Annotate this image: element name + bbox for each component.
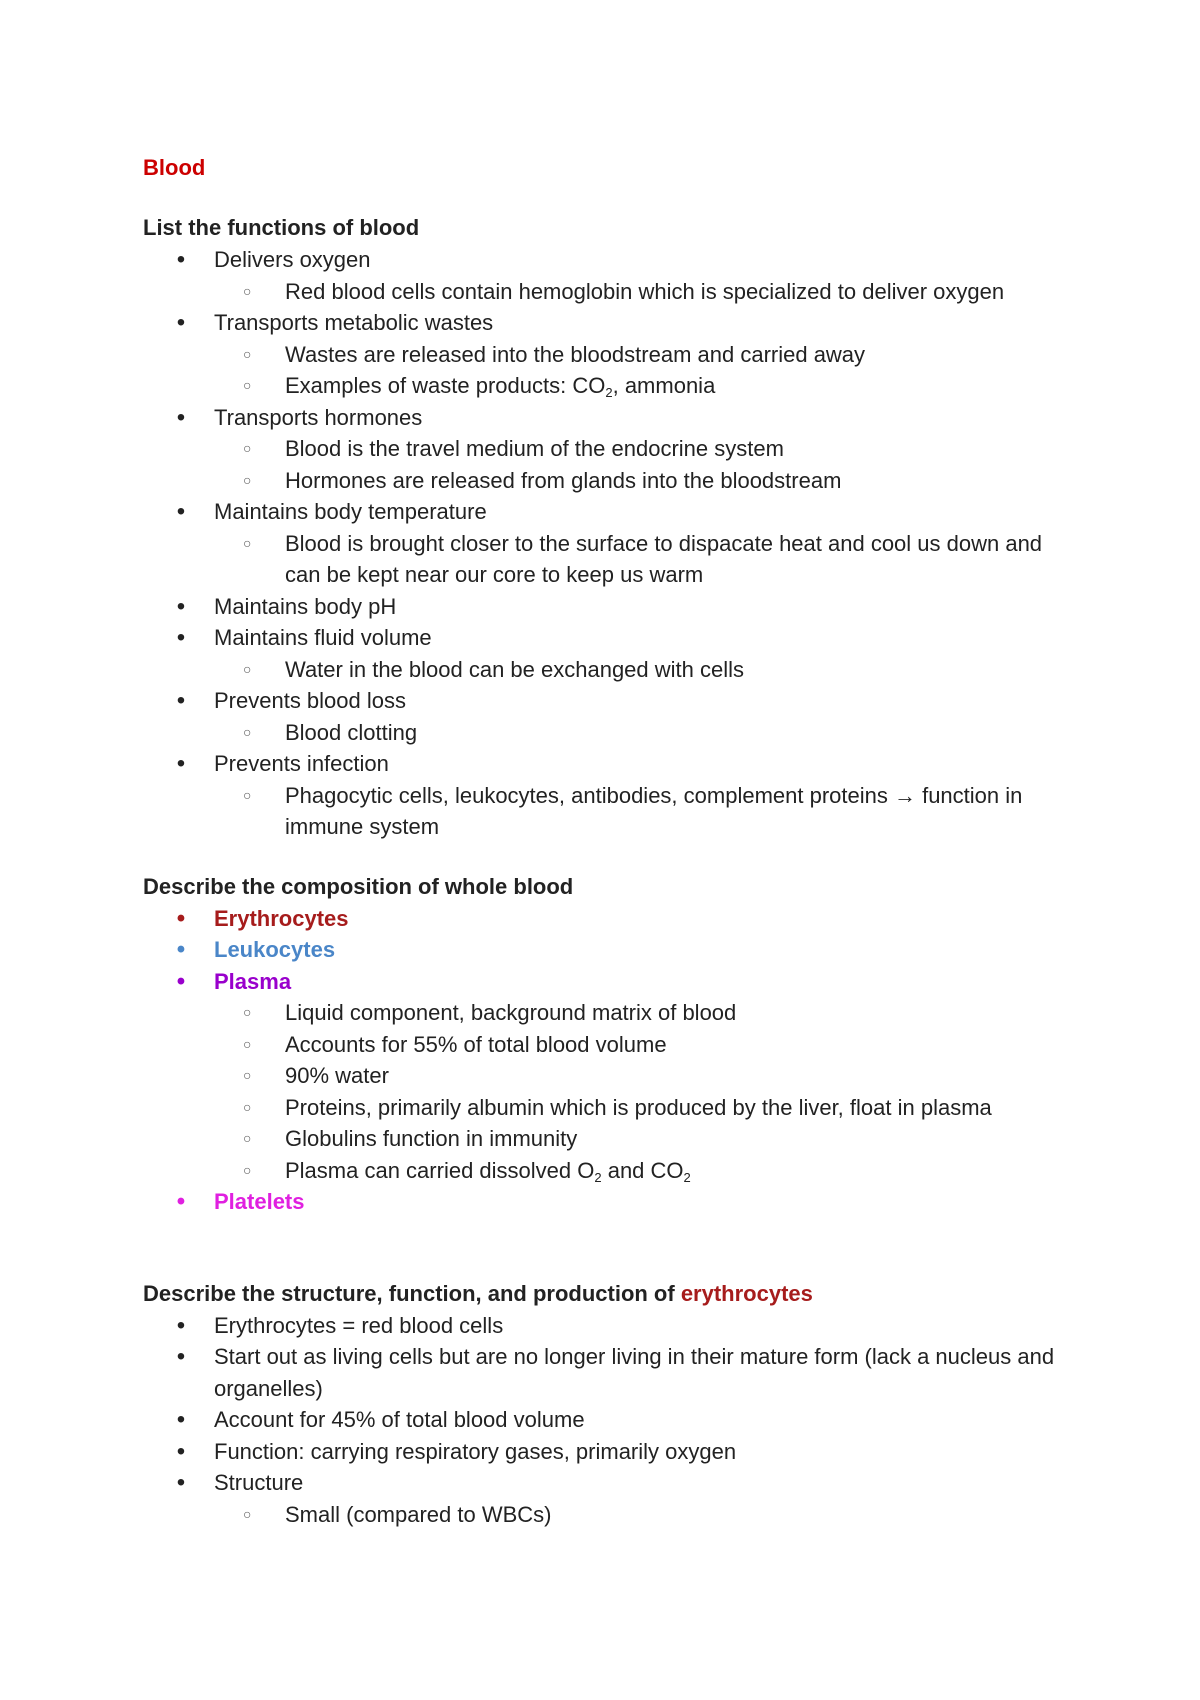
- bullet-icon: •: [176, 936, 186, 963]
- list-item: • Account for 45% of total blood volume: [143, 1404, 1063, 1436]
- sub-list-item: ○ Globulins function in immunity: [214, 1123, 1063, 1155]
- circle-bullet-icon: ○: [243, 1161, 252, 1178]
- circle-bullet-icon: ○: [243, 534, 252, 551]
- bullet-icon: •: [176, 750, 186, 777]
- bullet-icon: •: [176, 1343, 186, 1370]
- sub-list-item: ○ Proteins, primarily albumin which is produced by the liver, float in plasma: [214, 1092, 1063, 1124]
- bullet-icon: •: [176, 1469, 186, 1496]
- sub-list-item: ○ Wastes are released into the bloodstream and carried away: [214, 339, 1063, 371]
- sub-list-item: ○ Plasma can carried dissolved $O_2$ and $CO_2$: [214, 1155, 1063, 1187]
- sub-list-item: ○ Blood is brought closer to the surface to dispacate heat and cool us down and can be kept near our core to keep us warm: [214, 528, 1063, 591]
- composition-section: [143, 871, 1063, 1218]
- bullet-icon: •: [176, 1437, 186, 1465]
- bullet-icon: •: [176, 1311, 186, 1339]
- composition-heading: Describe the composition of whole blood: [143, 873, 574, 899]
- erythrocytes-list: [143, 1310, 1063, 1531]
- circle-bullet-icon: ○: [243, 660, 252, 677]
- list-item: • Plasma ○ Liquid component, background matrix of blood ○ Accounts for 55% of total blood volume ○ 90% water ○ Proteins, primarily albumin which is produced by the liver, float in plasma ○ Globulins function in immunity ○ Plasma can carried dissolved $O_2$ and $CO_2$: [143, 966, 1063, 1187]
- circle-bullet-icon: ○: [243, 1004, 252, 1020]
- list-item: • Maintains body pH: [143, 591, 1063, 623]
- bullet-icon: •: [176, 246, 186, 273]
- functions-section: [143, 212, 1063, 843]
- sub-list-item: ○ Liquid component, background matrix of blood: [214, 997, 1063, 1029]
- circle-bullet-icon: ○: [243, 440, 252, 456]
- bullet-icon: •: [176, 1188, 186, 1215]
- circle-bullet-icon: ○: [243, 723, 252, 740]
- list-item: • Start out as living cells but are no longer living in their mature form (lack a nucleus and organelles): [176, 1343, 1055, 1401]
- bullet-icon: •: [176, 687, 186, 714]
- circle-bullet-icon: ○: [243, 1035, 252, 1052]
- list-item: • Transports hormones ○ Blood is the travel medium of the endocrine system ○ Hormones are released from glands into the bloodstream: [143, 402, 1063, 497]
- circle-bullet-icon: ○: [243, 1067, 252, 1083]
- sub-list-item: ○ Blood clotting: [214, 717, 1063, 749]
- list-item: • Delivers oxygen ○ Red blood cells contain hemoglobin which is specialized to deliver oxygen: [143, 244, 1063, 307]
- list-item: • Maintains fluid volume ○ Water in the blood can be exchanged with cells: [143, 622, 1063, 685]
- circle-bullet-icon: ○: [243, 786, 252, 803]
- list-item: • Platelets: [143, 1186, 1063, 1218]
- bullet-icon: •: [176, 624, 186, 651]
- circle-bullet-icon: ○: [243, 282, 252, 299]
- circle-bullet-icon: ○: [243, 377, 252, 393]
- bullet-icon: •: [176, 309, 186, 336]
- bullet-icon: •: [176, 498, 186, 525]
- list-item: • Function: carrying respiratory gases, primarily oxygen: [143, 1436, 1063, 1468]
- composition-list: [143, 903, 1063, 1218]
- sub-list-item: ○ Accounts for 55% of total blood volume: [214, 1029, 1063, 1061]
- list-item: • Maintains body temperature ○ Blood is brought closer to the surface to dispacate heat and cool us down and can be kept near our core to keep us warm: [143, 496, 1063, 591]
- circle-bullet-icon: ○: [243, 1505, 252, 1522]
- circle-bullet-icon: ○: [243, 1130, 252, 1146]
- erythrocytes-section: [143, 1278, 1063, 1531]
- bullet-icon: •: [176, 1406, 186, 1433]
- sub-list-item: ○ Water in the blood can be exchanged with cells: [214, 654, 1063, 686]
- circle-bullet-icon: ○: [243, 471, 252, 488]
- sub-list-item: ○ 90% water: [214, 1060, 1063, 1092]
- bullet-icon: •: [176, 967, 186, 995]
- list-item: • Erythrocytes = red blood cells: [143, 1310, 1063, 1342]
- circle-bullet-icon: ○: [243, 345, 252, 362]
- list-item: • Prevents blood loss ○ Blood clotting: [143, 685, 1063, 748]
- bullet-icon: •: [176, 403, 186, 431]
- circle-bullet-icon: ○: [243, 1098, 252, 1115]
- list-item: • Prevents infection ○ Phagocytic cells, leukocytes, antibodies, complement proteins → function in immune system: [143, 748, 1063, 843]
- list-item: • Structure ○ Small (compared to WBCs): [143, 1467, 1063, 1530]
- document-title: Blood: [143, 155, 206, 180]
- list-item: • Erythrocytes: [143, 903, 1063, 935]
- bullet-icon: •: [176, 904, 186, 932]
- sub-list-item: ○ Red blood cells contain hemoglobin which is specialized to deliver oxygen: [214, 276, 1063, 308]
- sub-list-item: ○ Phagocytic cells, leukocytes, antibodies, complement proteins → function in immune system: [214, 780, 1063, 843]
- sub-list-item: ○ Small (compared to WBCs): [214, 1499, 1063, 1531]
- list-item: • Leukocytes: [143, 934, 1063, 966]
- functions-list: [143, 244, 1063, 843]
- functions-heading: List the functions of blood: [143, 215, 420, 240]
- list-item: • Transports metabolic wastes ○ Wastes are released into the bloodstream and carried away ○ Examples of waste products: $CO_2$, ammonia: [143, 307, 1063, 402]
- sub-list-item: ○ Examples of waste products: $CO_2$, ammonia: [214, 370, 1063, 402]
- bullet-icon: •: [176, 592, 186, 620]
- erythrocytes-heading: Describe the structure, function, and production of erythrocytes: [143, 1280, 813, 1306]
- sub-list-item: ○ Hormones are released from glands into the bloodstream: [214, 465, 1063, 497]
- sub-list-item: ○ Blood is the travel medium of the endocrine system: [214, 433, 1063, 465]
